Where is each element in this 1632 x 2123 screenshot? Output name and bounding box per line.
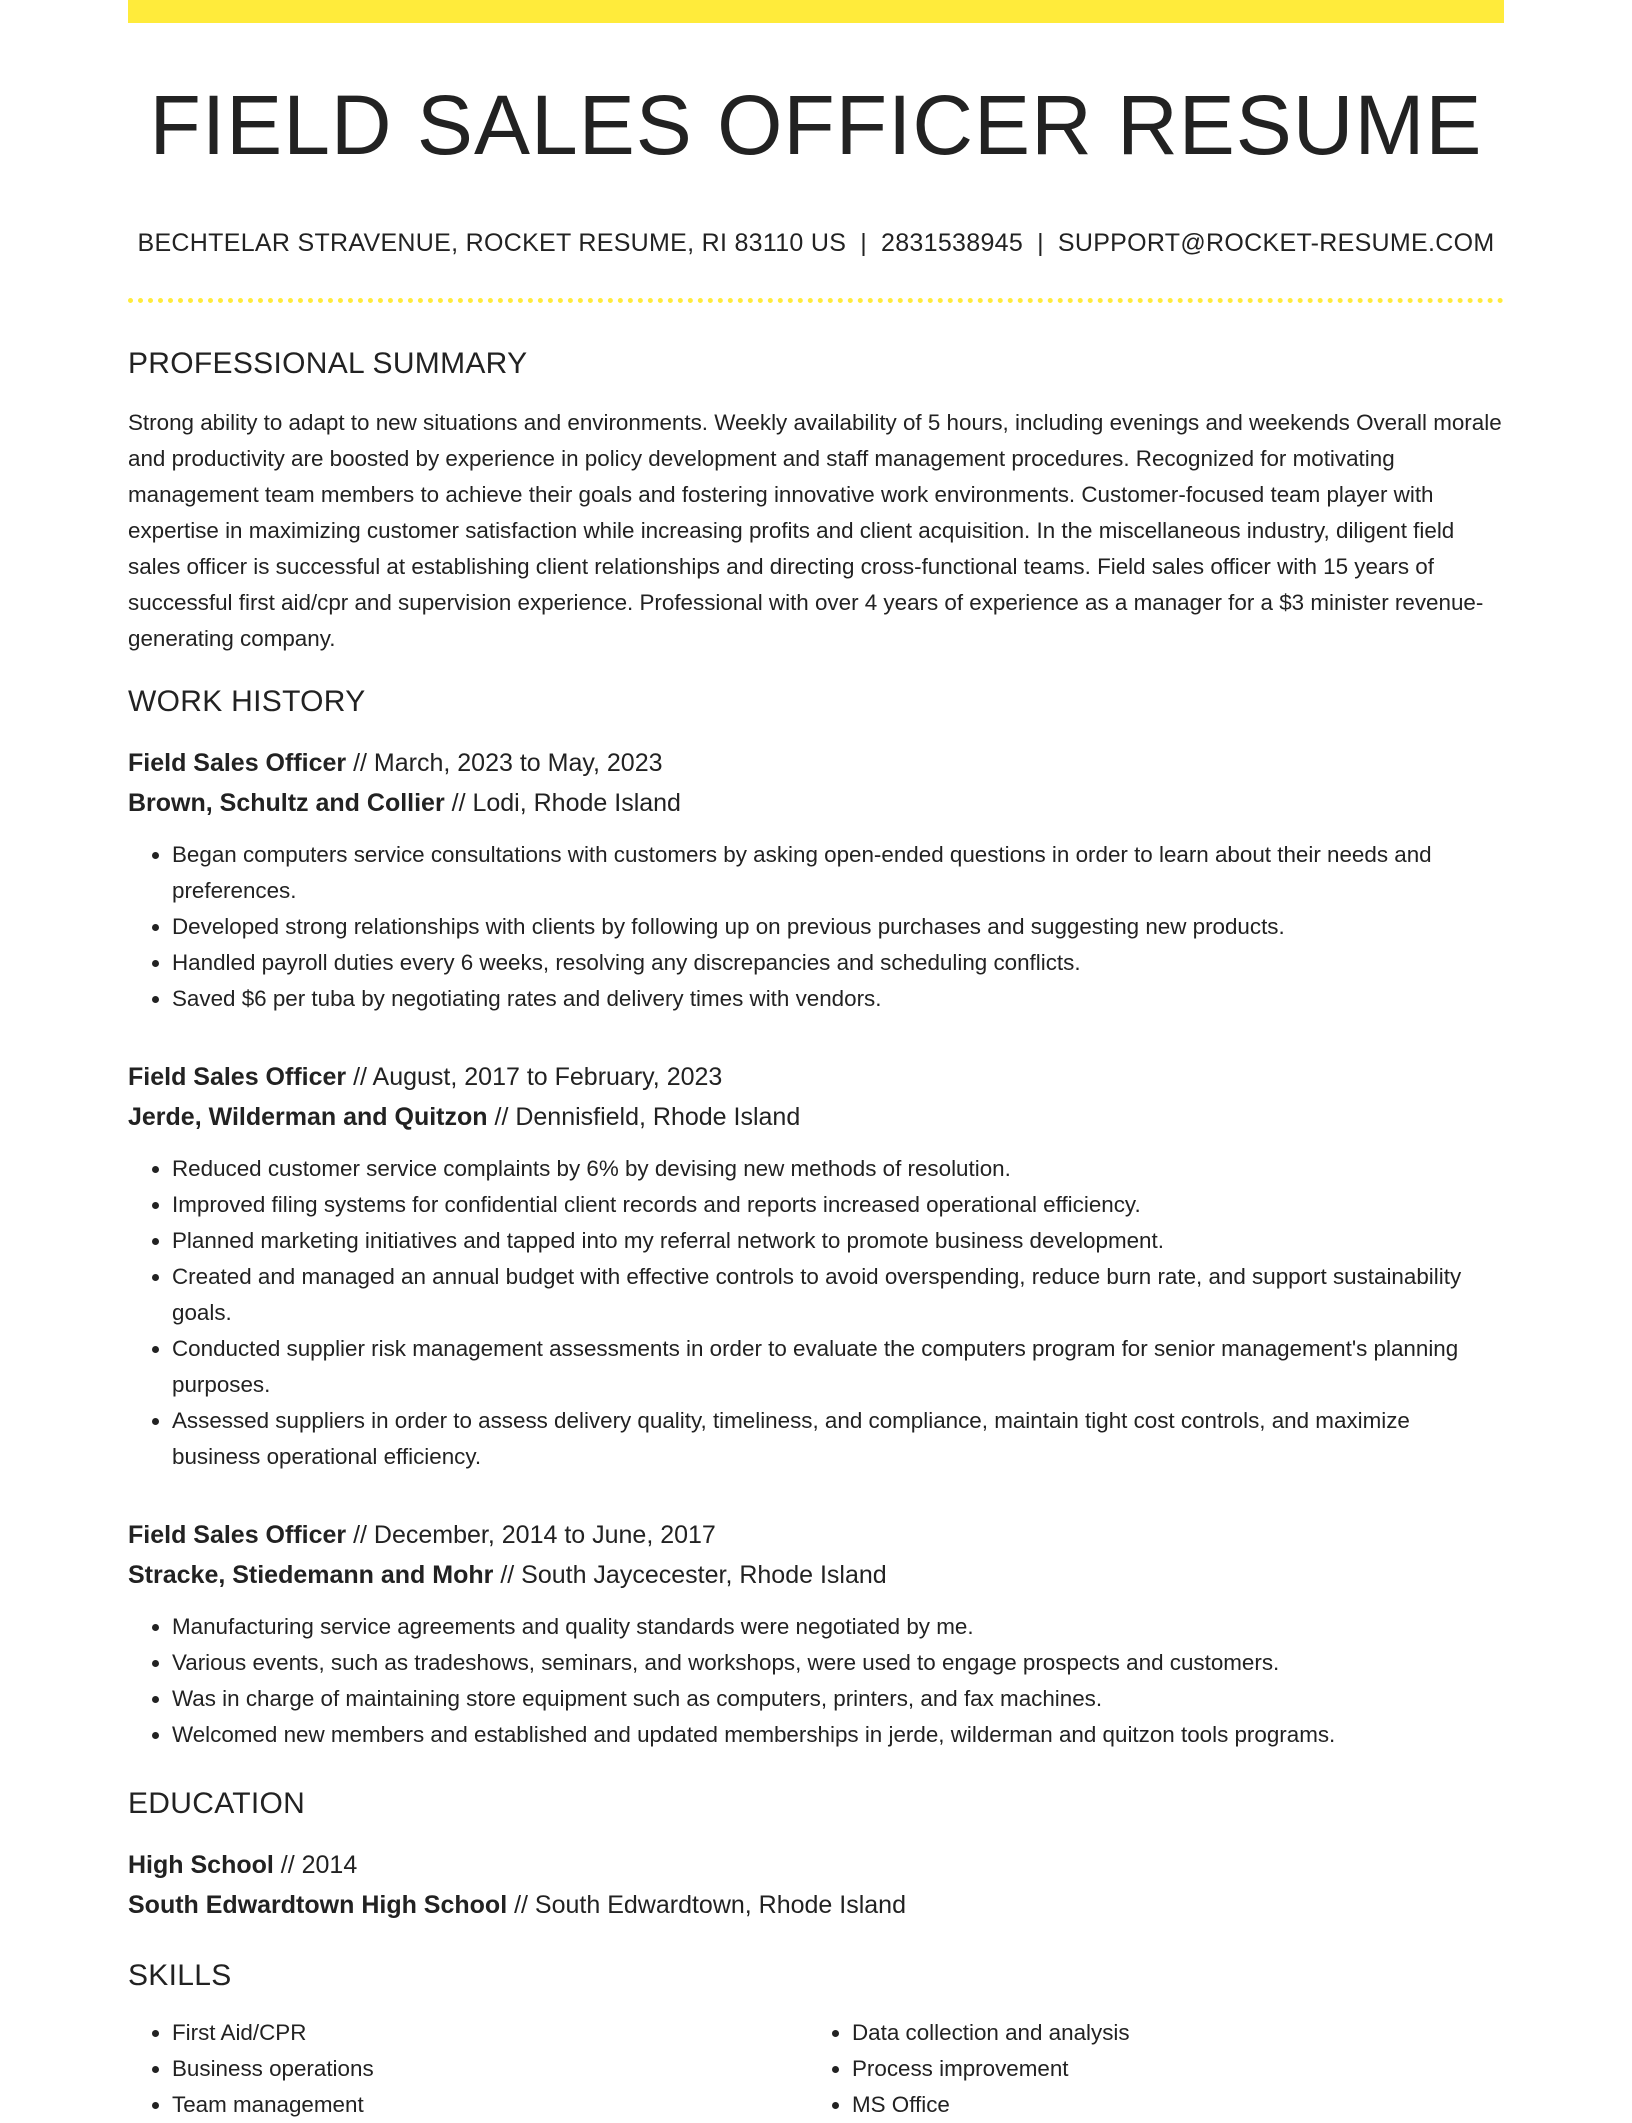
list-item: • Assessed suppliers in order to assess delivery quality, timeliness, and compliance, maintain tight cost controls, and maximize business operational efficiency. bbox=[172, 1403, 1504, 1475]
list-item: • Planned marketing initiatives and tapped into my referral network to promote business development. bbox=[172, 1223, 1504, 1259]
job-title: Field Sales Officer bbox=[128, 1063, 347, 1091]
skills-left-column bbox=[128, 2015, 792, 2123]
skills-right-column bbox=[792, 2015, 1472, 2123]
list-item: • Improved filing systems for confidential client records and reports increased operational efficiency. bbox=[172, 1187, 1504, 1223]
job-entry bbox=[128, 743, 1504, 1017]
resume-title: FIELD SALES OFFICER RESUME bbox=[149, 78, 1483, 172]
work-history-heading: WORK HISTORY bbox=[128, 685, 366, 718]
job-bullets bbox=[128, 1609, 1504, 1753]
skill-item: • MS Office bbox=[852, 2087, 1472, 2123]
job-title-line bbox=[128, 1515, 1504, 1555]
job-bullets bbox=[128, 1151, 1504, 1475]
contact-address: BECHTELAR STRAVENUE, ROCKET RESUME, RI 83110 US bbox=[137, 229, 847, 257]
skill-item: • Data collection and analysis bbox=[852, 2015, 1472, 2051]
skills-heading: SKILLS bbox=[128, 1959, 232, 1992]
education-location: // South Edwardtown, Rhode Island bbox=[507, 1891, 906, 1919]
job-company: Jerde, Wilderman and Quitzon bbox=[128, 1103, 488, 1131]
job-company: Brown, Schultz and Collier bbox=[128, 789, 445, 817]
job-company-line bbox=[128, 1555, 1504, 1595]
education-entry bbox=[128, 1845, 1504, 1925]
list-item: • Began computers service consultations with customers by asking open-ended questions in order to learn about their needs and preferences. bbox=[172, 837, 1504, 909]
job-entry bbox=[128, 1515, 1504, 1753]
list-item: • Manufacturing service agreements and quality standards were negotiated by me. bbox=[172, 1609, 1504, 1645]
list-item: • Saved $6 per tuba by negotiating rates and delivery times with vendors. bbox=[172, 981, 1504, 1017]
skills-list bbox=[128, 2015, 1504, 2123]
skill-item: • First Aid/CPR bbox=[172, 2015, 792, 2051]
education-degree: High School bbox=[128, 1851, 274, 1879]
contact-phone: 2831538945 bbox=[881, 229, 1024, 257]
job-location: // South Jaycecester, Rhode Island bbox=[493, 1561, 887, 1589]
job-dates: // March, 2023 to May, 2023 bbox=[346, 749, 663, 777]
job-title: Field Sales Officer bbox=[128, 749, 347, 777]
contact-line bbox=[128, 229, 1504, 258]
list-item: • Handled payroll duties every 6 weeks, resolving any discrepancies and scheduling conflicts. bbox=[172, 945, 1504, 981]
list-item: • Conducted supplier risk management assessments in order to evaluate the computers program for senior management's planning purposes. bbox=[172, 1331, 1504, 1403]
list-item: • Was in charge of maintaining store equipment such as computers, printers, and fax machines. bbox=[172, 1681, 1504, 1717]
job-bullets bbox=[128, 837, 1504, 1017]
job-location: // Dennisfield, Rhode Island bbox=[487, 1103, 801, 1131]
contact-email: SUPPORT@ROCKET-RESUME.COM bbox=[1057, 229, 1495, 257]
list-item: • Developed strong relationships with clients by following up on previous purchases and suggesting new products. bbox=[172, 909, 1504, 945]
summary-heading: PROFESSIONAL SUMMARY bbox=[128, 347, 528, 380]
contact-separator: | bbox=[860, 229, 868, 257]
contact-separator: | bbox=[1037, 229, 1044, 257]
skill-item: • Process improvement bbox=[852, 2051, 1472, 2087]
job-title-line bbox=[128, 743, 1504, 783]
job-entry bbox=[128, 1057, 1504, 1475]
accent-top-bar bbox=[128, 0, 1504, 23]
job-company: Stracke, Stiedemann and Mohr bbox=[128, 1561, 494, 1589]
job-company-line bbox=[128, 1097, 1504, 1137]
summary-text: Strong ability to adapt to new situations and environments. Weekly availability of 5 hours, including evenings and weekends Overall morale and productivity are boosted by experience in policy development and staff management procedures. Recognized for motivating management team members to achieve their goals and fostering innovative work environments. Customer-focused team player with expertise in maximizing customer satisfaction while increasing profits and client acquisition. In the miscellaneous industry, diligent field sales officer is successful at establishing client relationships and directing cross-functional teams. Field sales officer with 15 years of successful first aid/cpr and supervision experience. Professional with over 4 years of experience as a manager for a $3 minister revenue-generating company. bbox=[128, 410, 1502, 651]
job-dates: // August, 2017 to February, 2023 bbox=[346, 1063, 723, 1091]
education-school-line bbox=[128, 1885, 1504, 1925]
list-item: • Welcomed new members and established and updated memberships in jerde, wilderman and quitzon tools programs. bbox=[172, 1717, 1504, 1753]
job-title-line bbox=[128, 1057, 1504, 1097]
skill-item: • Team management bbox=[172, 2087, 792, 2123]
list-item: • Created and managed an annual budget with effective controls to avoid overspending, reduce burn rate, and support sustainability goals. bbox=[172, 1259, 1504, 1331]
resume-page bbox=[128, 0, 1504, 2123]
skill-item: • Business operations bbox=[172, 2051, 792, 2087]
education-year: // 2014 bbox=[273, 1851, 358, 1879]
job-title: Field Sales Officer bbox=[128, 1521, 347, 1549]
dotted-divider bbox=[128, 298, 1504, 303]
job-dates: // December, 2014 to June, 2017 bbox=[346, 1521, 716, 1549]
job-location: // Lodi, Rhode Island bbox=[444, 789, 681, 817]
list-item: • Reduced customer service complaints by 6% by devising new methods of resolution. bbox=[172, 1151, 1504, 1187]
education-degree-line bbox=[128, 1845, 1504, 1885]
education-school: South Edwardtown High School bbox=[128, 1891, 508, 1919]
job-company-line bbox=[128, 783, 1504, 823]
education-heading: EDUCATION bbox=[128, 1787, 306, 1820]
list-item: • Various events, such as tradeshows, seminars, and workshops, were used to engage prospects and customers. bbox=[172, 1645, 1504, 1681]
